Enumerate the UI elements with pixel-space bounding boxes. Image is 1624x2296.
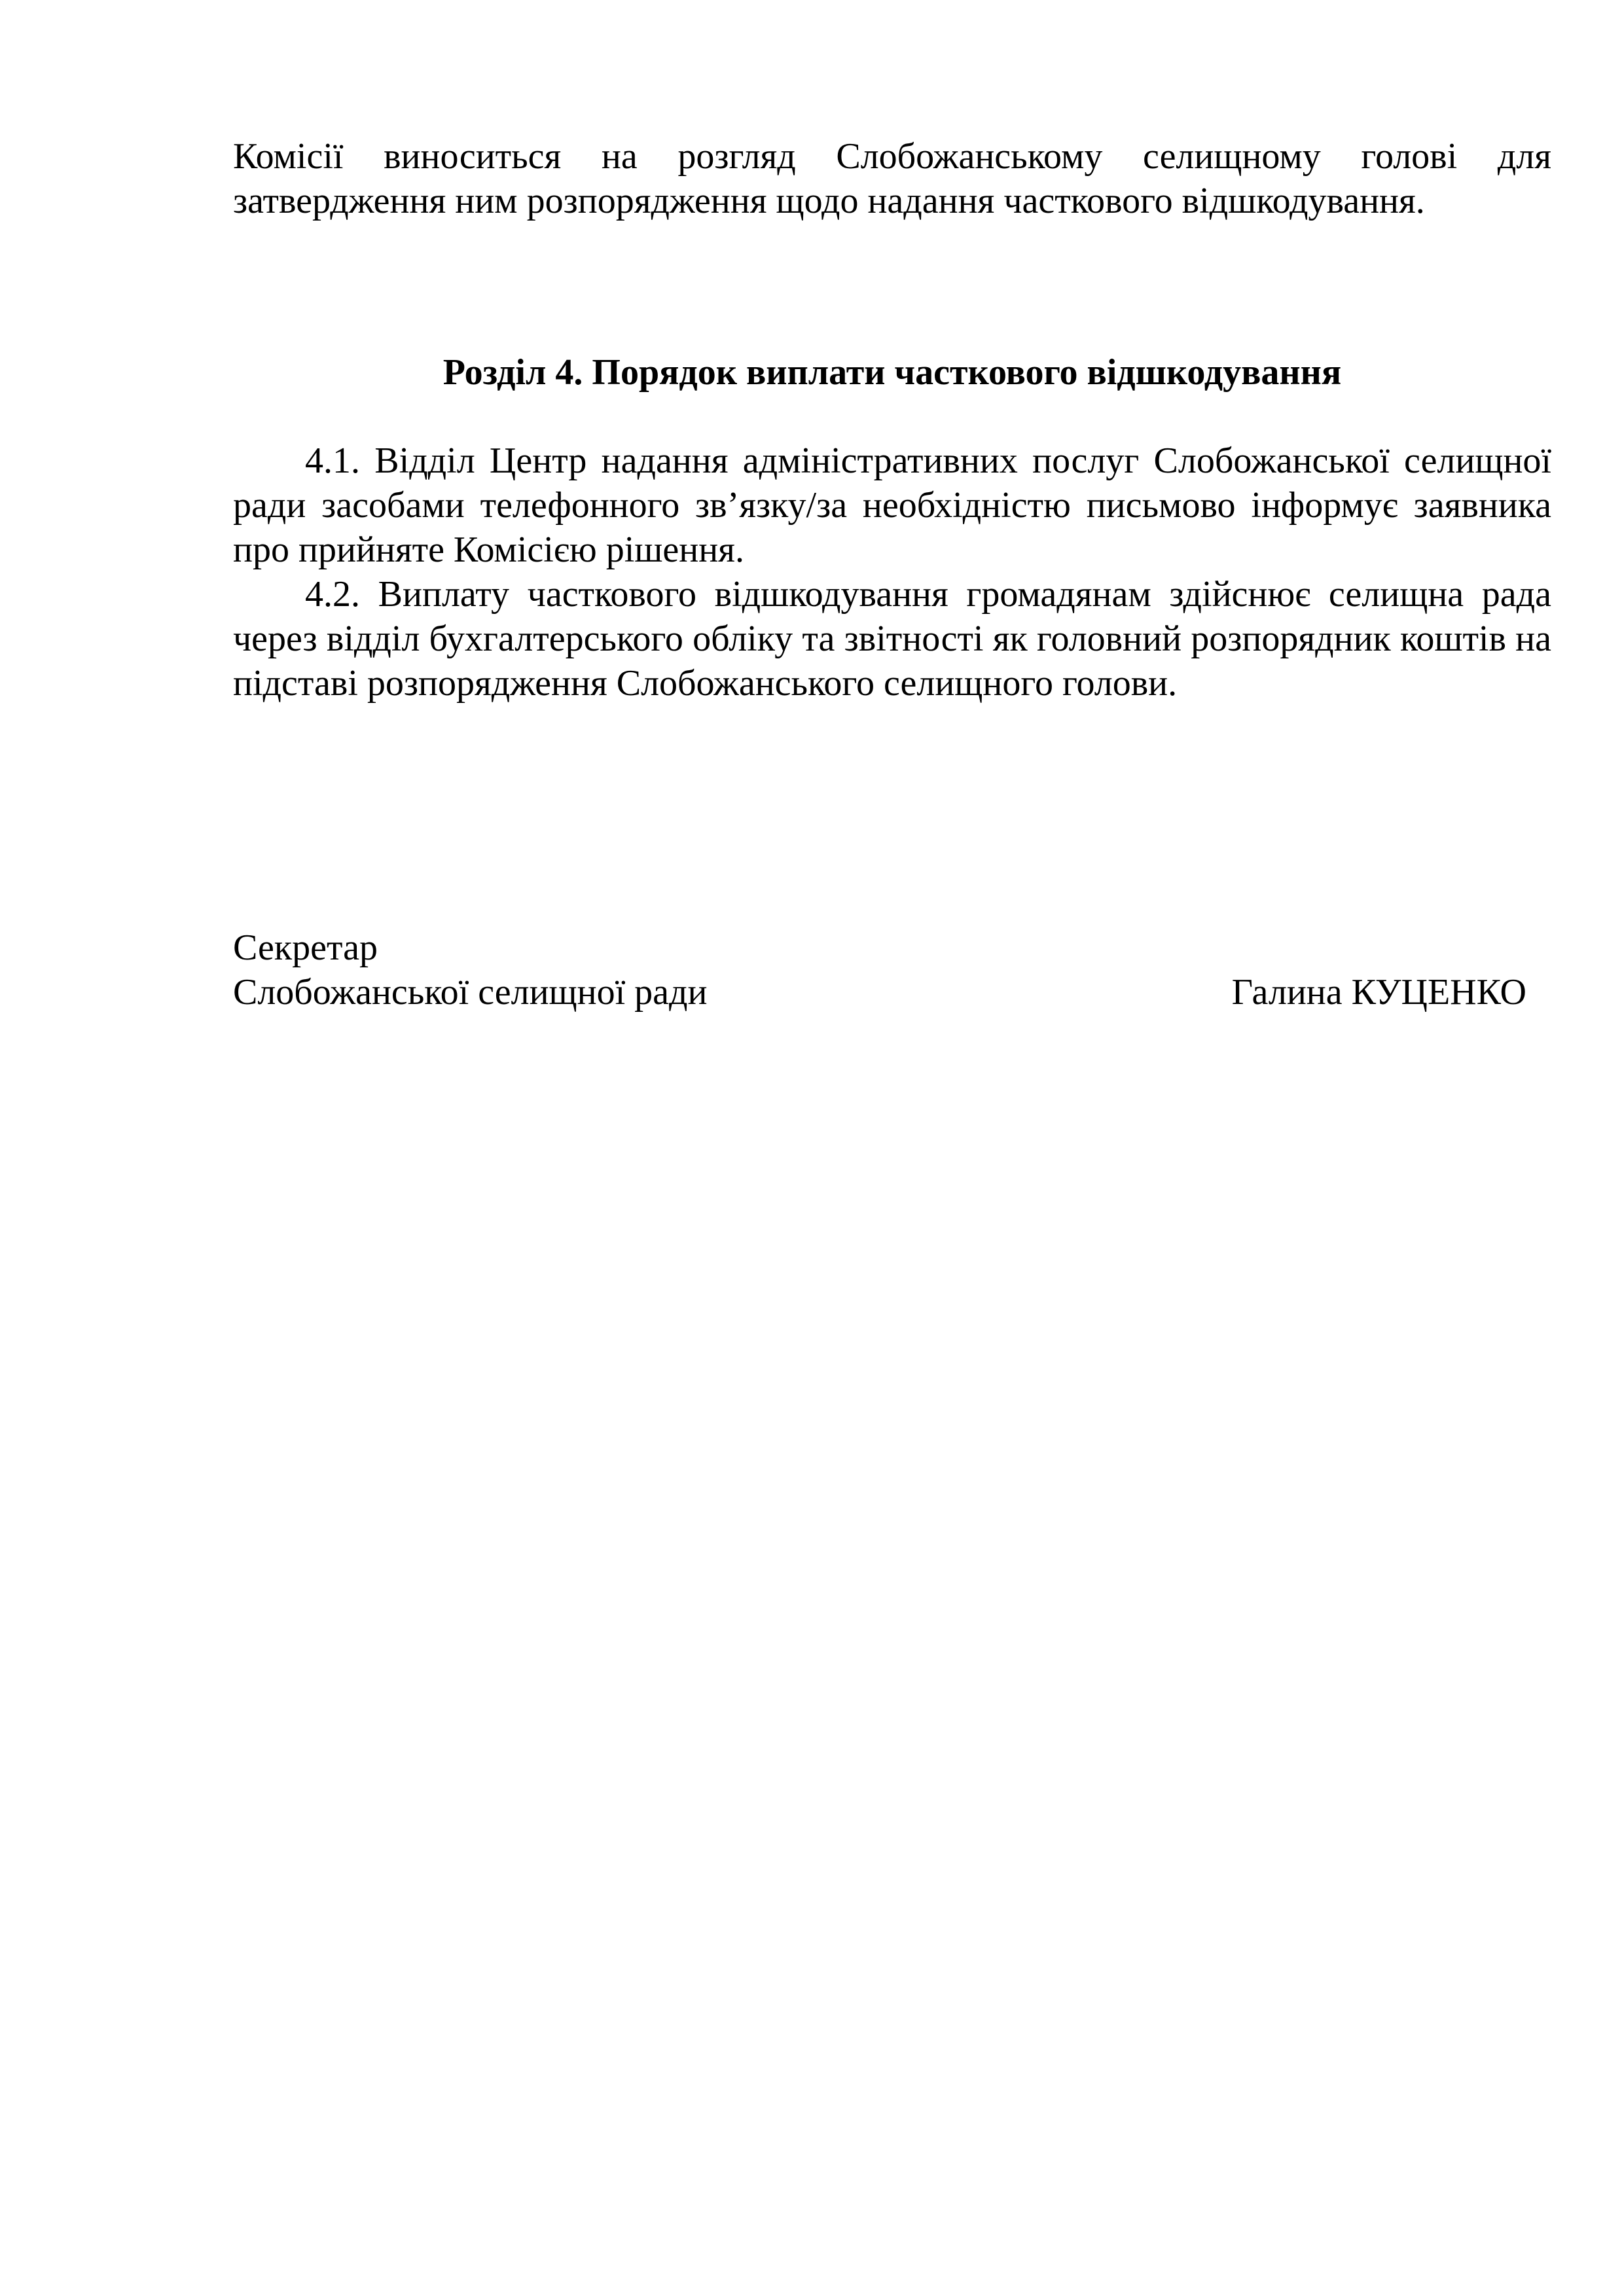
signature-row	[233, 970, 1551, 1014]
signatory-name: Галина КУЦЕНКО	[1231, 972, 1526, 1013]
signature-block	[233, 925, 1551, 1014]
clauses-block	[233, 439, 1551, 706]
clause-4-1: 4.1. Відділ Центр надання адміністративних послуг Слобожанської селищної ради засобами телефонного зв’язку/за необхідністю письмово інформує заявника про прийняте Комісією рішення.	[233, 440, 1551, 570]
clause-4-2: 4.2. Виплату часткового відшкодування громадянам здійснює селищна рада через відділ бухгалтерського обліку та звітності як головний розпорядник коштів на підставі розпорядження Слобожанського селищного голови.	[233, 574, 1551, 704]
intro-paragraph-block	[233, 134, 1551, 223]
section-heading: Розділ 4. Порядок виплати часткового відшкодування	[442, 352, 1342, 393]
signature-title-line2: Слобожанської селищної ради	[233, 972, 708, 1013]
intro-paragraph: Комісії виноситься на розгляд Слобожанському селищному голові для затвердження ним розпорядження щодо надання часткового відшкодування.	[233, 136, 1551, 221]
signature-title-line1: Секретар	[233, 927, 378, 968]
